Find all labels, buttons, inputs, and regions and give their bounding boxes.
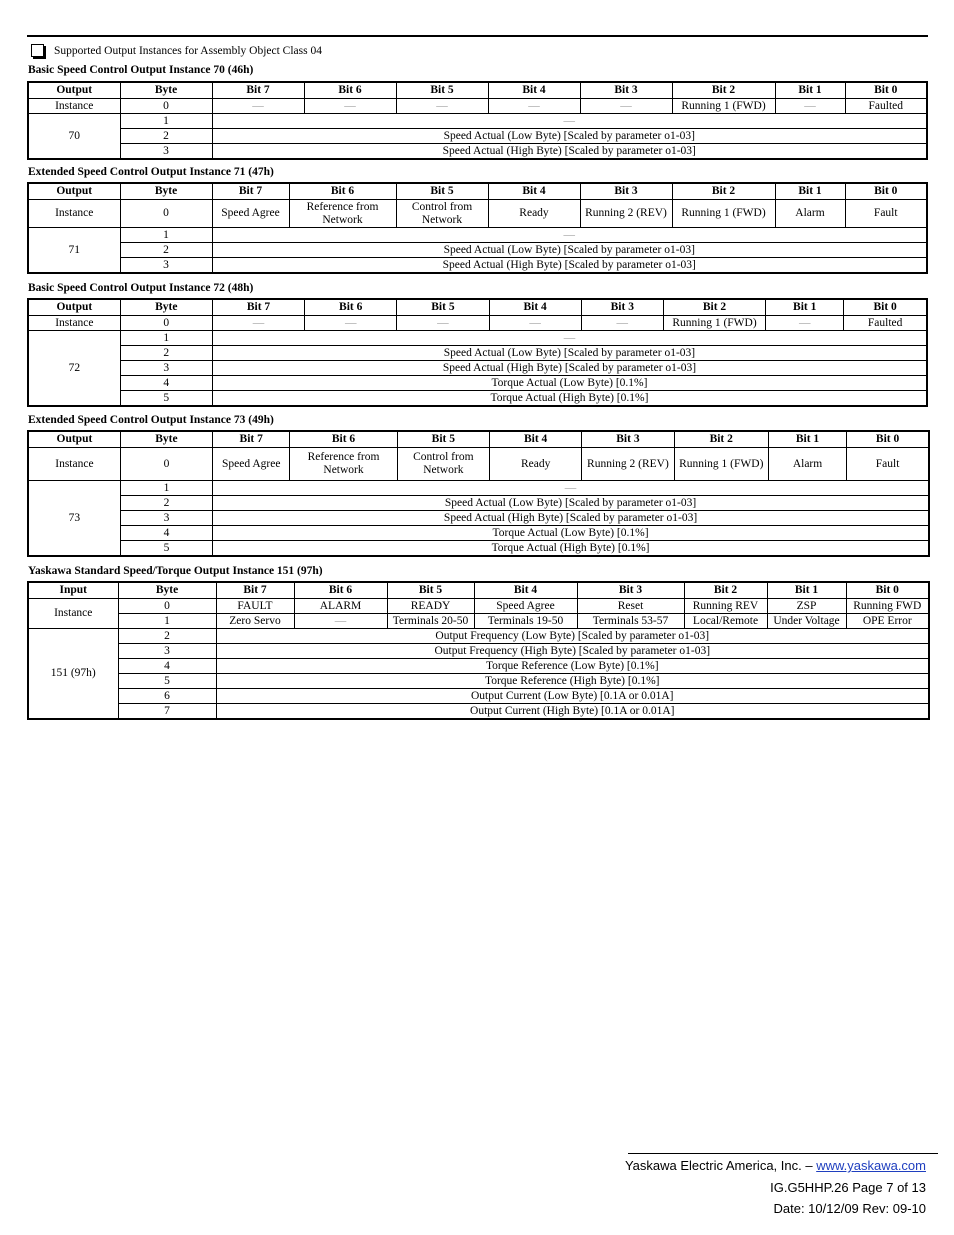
instance-id: 70 [28,114,120,160]
col-header: Output [28,299,120,316]
col-header: Bit 7 [212,299,304,316]
bit-cell: Speed Agree [212,200,289,228]
col-header: Bit 7 [212,183,289,200]
table-instance-71 [27,182,928,274]
instance-id: 71 [28,228,120,274]
table-row [28,704,929,720]
col-header: Bit 4 [488,183,580,200]
bit-cell: Reference from Network [290,448,397,481]
bit-cell: Alarm [775,200,845,228]
bit-cell: — [488,99,580,114]
col-header: Bit 3 [580,183,672,200]
table-row [28,99,927,114]
bit-cell: — [580,99,672,114]
row-value: Speed Actual (Low Byte) [Scaled by parameter o1-03] [212,243,927,258]
byte-cell: 0 [120,448,212,481]
byte-cell: 0 [118,599,216,614]
row-value: Speed Actual (Low Byte) [Scaled by parameter o1-03] [212,129,927,144]
table-instance-73 [27,430,930,557]
bit-cell: — [397,316,489,331]
footer-date: Date: 10/12/09 Rev: 09-10 [773,1201,926,1216]
byte-cell: 0 [120,99,212,114]
bit-cell: — [766,316,844,331]
byte-cell: 4 [120,526,212,541]
bit-cell: Under Voltage [767,614,846,629]
byte-cell: 1 [120,331,212,346]
byte-cell: 1 [118,614,216,629]
row-value: Speed Actual (High Byte) [Scaled by parameter o1-03] [212,361,927,376]
bit-cell: Running 2 (REV) [580,200,672,228]
footer-rule [628,1153,938,1154]
col-header: Bit 4 [489,431,581,448]
col-header: Byte [120,183,212,200]
col-header: Bit 3 [581,299,663,316]
col-header: Output [28,82,120,99]
col-header: Bit 7 [216,582,294,599]
bit-cell: Speed Agree [474,599,577,614]
row-value: Speed Actual (Low Byte) [Scaled by parameter o1-03] [212,346,927,361]
col-header: Byte [118,582,216,599]
row-value: Output Current (High Byte) [0.1A or 0.01A] [216,704,929,720]
bit-cell: Reference from Network [289,200,396,228]
bit-cell: Running FWD [846,599,929,614]
col-header: Bit 6 [304,82,396,99]
table-row [28,511,929,526]
row-value: Torque Actual (High Byte) [0.1%] [213,541,929,557]
bit-cell: Running 1 (FWD) [672,200,775,228]
table-row [28,243,927,258]
byte-cell: 3 [120,144,212,160]
byte-cell: 0 [120,200,212,228]
bit-cell: Speed Agree [213,448,290,481]
byte-cell: 2 [120,129,212,144]
col-header: Output [28,183,120,200]
table-row [28,346,927,361]
footer-link[interactable]: www.yaskawa.com [816,1158,926,1173]
row-value: Speed Actual (Low Byte) [Scaled by parameter o1-03] [213,496,929,511]
col-header: Bit 6 [294,582,387,599]
byte-cell: 4 [120,376,212,391]
table-row [28,629,929,644]
footer-company [625,1158,926,1173]
section-heading-text: Supported Output Instances for Assembly Object Class 04 [54,44,322,57]
header-row [28,183,927,200]
col-header: Bit 7 [213,431,290,448]
instance-label: Instance [28,99,120,114]
top-rule [27,35,928,37]
row-value: Torque Reference (High Byte) [0.1%] [216,674,929,689]
col-header: Bit 6 [289,183,396,200]
col-header: Bit 5 [396,82,488,99]
bit-cell: FAULT [216,599,294,614]
table-row [28,376,927,391]
col-header: Bit 2 [672,183,775,200]
byte-cell: 1 [120,481,212,496]
table-title-71: Extended Speed Control Output Instance 71 (47h) [28,166,274,178]
instance-id: 151 (97h) [28,629,118,720]
col-header: Bit 0 [844,299,927,316]
bit-cell: Control from Network [397,448,489,481]
table-row [28,496,929,511]
table-row [28,689,929,704]
col-header: Byte [120,82,212,99]
byte-cell: 1 [120,114,212,129]
row-value: Torque Actual (High Byte) [0.1%] [212,391,927,407]
row-value: Torque Actual (Low Byte) [0.1%] [212,376,927,391]
byte-cell: 2 [120,243,212,258]
byte-cell: 0 [120,316,212,331]
table-title-73: Extended Speed Control Output Instance 73 (49h) [28,414,274,426]
bit-cell: Terminals 53-57 [577,614,684,629]
table-row [28,129,927,144]
col-header: Bit 2 [684,582,767,599]
row-value: — [212,331,927,346]
header-row [28,431,929,448]
table-row [28,481,929,496]
table-row [28,526,929,541]
bit-cell: — [212,99,304,114]
bit-cell: OPE Error [846,614,929,629]
bit-cell: Running REV [684,599,767,614]
bit-cell: Running 2 (REV) [582,448,674,481]
table-instance-70 [27,81,928,160]
byte-cell: 5 [120,391,212,407]
instance-label: Instance [28,599,118,629]
bit-cell: — [305,316,397,331]
table-title-151: Yaskawa Standard Speed/Torque Output Instance 151 (97h) [28,565,323,577]
bit-cell: — [304,99,396,114]
bit-cell: Faulted [845,99,927,114]
instance-label: Instance [28,448,120,481]
col-header: Bit 1 [766,299,844,316]
table-row [28,391,927,407]
bit-cell: Reset [577,599,684,614]
instance-label: Instance [28,316,120,331]
table-row [28,674,929,689]
bit-cell: Fault [847,448,929,481]
instance-label: Instance [28,200,120,228]
bit-cell: Fault [845,200,927,228]
bit-cell: READY [387,599,474,614]
header-row [28,582,929,599]
col-header: Bit 0 [846,582,929,599]
table-row [28,114,927,129]
col-header: Bit 3 [582,431,674,448]
byte-cell: 5 [118,674,216,689]
row-value: — [213,481,929,496]
col-header: Bit 0 [847,431,929,448]
instance-id: 73 [28,481,120,557]
bit-cell: Control from Network [396,200,488,228]
byte-cell: 3 [118,644,216,659]
table-title-70: Basic Speed Control Output Instance 70 (46h) [28,64,254,76]
col-header: Output [28,431,120,448]
bit-cell: Faulted [844,316,927,331]
byte-cell: 2 [118,629,216,644]
checkbox-icon [31,44,44,57]
col-header: Bit 3 [577,582,684,599]
bit-cell: Terminals 19-50 [474,614,577,629]
table-instance-151 [27,581,930,720]
col-header: Bit 5 [397,431,489,448]
col-header: Bit 0 [845,183,927,200]
col-header: Bit 4 [488,82,580,99]
bit-cell: Terminals 20-50 [387,614,474,629]
col-header: Bit 3 [580,82,672,99]
col-header: Byte [120,299,212,316]
table-row [28,258,927,274]
byte-cell: 5 [120,541,212,557]
bit-cell: — [212,316,304,331]
bit-cell: Running 1 (FWD) [672,99,775,114]
table-row [28,659,929,674]
table-instance-72 [27,298,928,407]
row-value: Output Current (Low Byte) [0.1A or 0.01A] [216,689,929,704]
table-row [28,200,927,228]
bit-cell: Zero Servo [216,614,294,629]
header-row [28,82,927,99]
bit-cell: — [294,614,387,629]
col-header: Bit 6 [290,431,397,448]
footer-company-text: Yaskawa Electric America, Inc. – [624,1158,817,1173]
section-heading [31,44,322,57]
row-value: Speed Actual (High Byte) [Scaled by parameter o1-03] [212,258,927,274]
bit-cell: — [396,99,488,114]
byte-cell: 6 [118,689,216,704]
col-header: Bit 7 [212,82,304,99]
table-row [28,331,927,346]
bit-cell: Alarm [768,448,846,481]
instance-id: 72 [28,331,120,407]
table-row [28,144,927,160]
col-header: Bit 5 [387,582,474,599]
bit-cell: — [581,316,663,331]
table-row [28,614,929,629]
col-header: Bit 0 [845,82,927,99]
byte-cell: 7 [118,704,216,720]
col-header: Bit 1 [767,582,846,599]
col-header: Bit 4 [489,299,581,316]
byte-cell: 3 [120,511,212,526]
row-value: Output Frequency (Low Byte) [Scaled by parameter o1-03] [216,629,929,644]
table-row [28,599,929,614]
bit-cell: Ready [488,200,580,228]
row-value: Speed Actual (High Byte) [Scaled by parameter o1-03] [212,144,927,160]
table-row [28,316,927,331]
table-row [28,448,929,481]
table-row [28,644,929,659]
col-header: Bit 2 [663,299,765,316]
col-header: Bit 2 [674,431,768,448]
row-value: Torque Actual (Low Byte) [0.1%] [213,526,929,541]
bit-cell: ZSP [767,599,846,614]
col-header: Bit 1 [775,183,845,200]
col-header: Bit 1 [768,431,846,448]
byte-cell: 2 [120,496,212,511]
row-value: Speed Actual (High Byte) [Scaled by parameter o1-03] [213,511,929,526]
bit-cell: Ready [489,448,581,481]
col-header: Input [28,582,118,599]
col-header: Bit 1 [775,82,845,99]
table-row [28,361,927,376]
col-header: Bit 6 [305,299,397,316]
table-title-72: Basic Speed Control Output Instance 72 (48h) [28,282,254,294]
bit-cell: Running 1 (FWD) [674,448,768,481]
byte-cell: 4 [118,659,216,674]
row-value: Output Frequency (High Byte) [Scaled by parameter o1-03] [216,644,929,659]
header-row [28,299,927,316]
table-row [28,541,929,557]
byte-cell: 1 [120,228,212,243]
table-row [28,228,927,243]
col-header: Bit 4 [474,582,577,599]
row-value: — [212,114,927,129]
footer-doc: IG.G5HHP.26 Page 7 of 13 [770,1180,926,1195]
bit-cell: — [489,316,581,331]
bit-cell: ALARM [294,599,387,614]
byte-cell: 2 [120,346,212,361]
bit-cell: — [775,99,845,114]
col-header: Bit 5 [397,299,489,316]
byte-cell: 3 [120,258,212,274]
byte-cell: 3 [120,361,212,376]
bit-cell: Running 1 (FWD) [663,316,765,331]
row-value: Torque Reference (Low Byte) [0.1%] [216,659,929,674]
bit-cell: Local/Remote [684,614,767,629]
col-header: Bit 2 [672,82,775,99]
col-header: Bit 5 [396,183,488,200]
row-value: — [212,228,927,243]
col-header: Byte [120,431,212,448]
